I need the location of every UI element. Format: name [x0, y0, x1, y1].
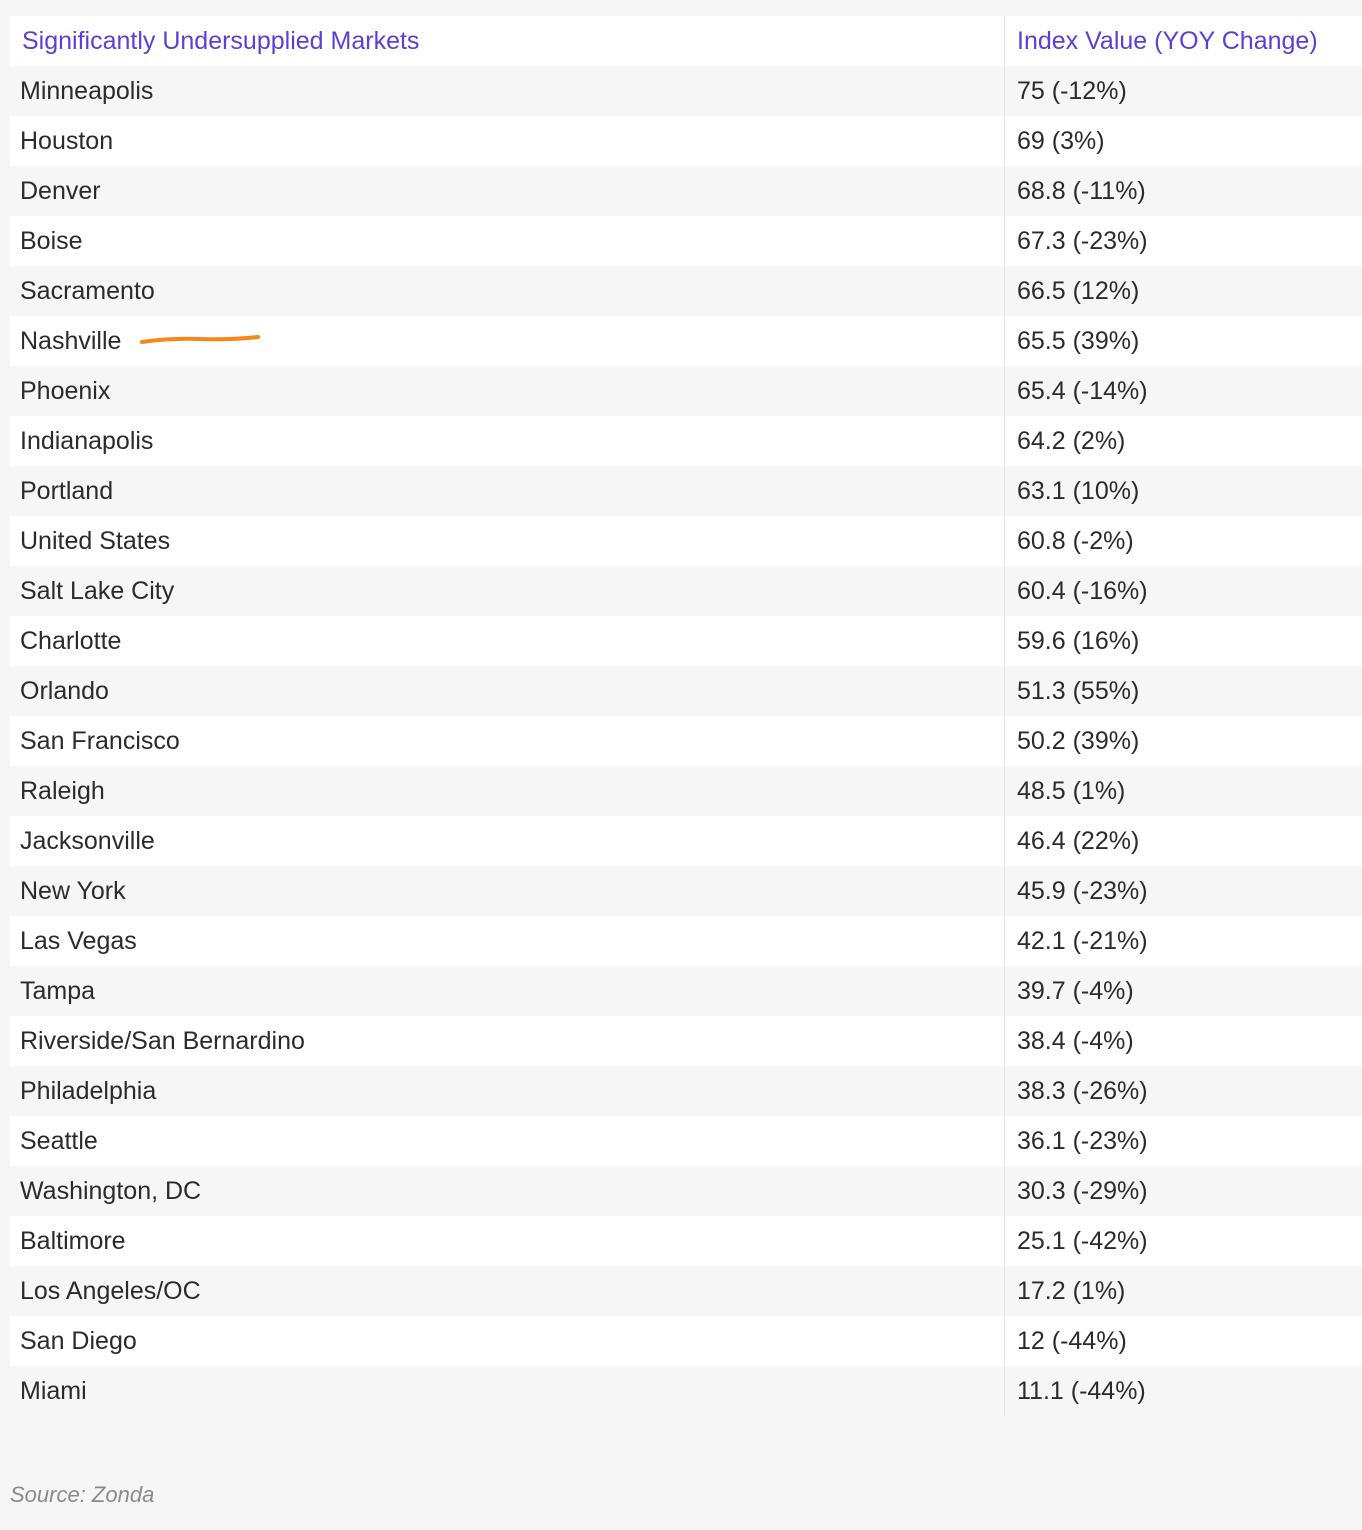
market-cell: Denver — [10, 166, 1005, 216]
index-value-cell: 69 (3%) — [1017, 126, 1105, 155]
index-value-cell: 36.1 (-23%) — [1017, 1126, 1148, 1155]
index-value-cell: 64.2 (2%) — [1017, 426, 1126, 455]
table-row — [10, 816, 1362, 866]
market-cell: Raleigh — [10, 766, 1005, 816]
market-cell: Portland — [10, 466, 1005, 516]
table-row — [10, 716, 1362, 766]
market-cell: United States — [10, 516, 1005, 566]
table-row — [10, 466, 1362, 516]
market-cell: Phoenix — [10, 366, 1005, 416]
table-row — [10, 366, 1362, 416]
index-value-cell: 42.1 (-21%) — [1017, 926, 1148, 955]
index-value-cell: 46.4 (22%) — [1017, 826, 1140, 855]
market-cell: San Francisco — [10, 716, 1005, 766]
index-value-cell: 12 (-44%) — [1017, 1326, 1127, 1355]
index-value-cell: 48.5 (1%) — [1017, 776, 1126, 805]
market-cell: Jacksonville — [10, 816, 1005, 866]
market-cell: Seattle — [10, 1116, 1005, 1166]
table-row — [10, 66, 1362, 116]
index-value-cell: 60.4 (-16%) — [1017, 576, 1148, 605]
market-cell: Sacramento — [10, 266, 1005, 316]
market-cell: Tampa — [10, 966, 1005, 1016]
table-row — [10, 1066, 1362, 1116]
market-cell: San Diego — [10, 1316, 1005, 1366]
market-cell: Miami — [10, 1366, 1005, 1416]
index-value-cell: 45.9 (-23%) — [1017, 876, 1148, 905]
header-market: Significantly Undersupplied Markets — [10, 16, 1005, 66]
market-cell: Salt Lake City — [10, 566, 1005, 616]
index-value-cell: 30.3 (-29%) — [1017, 1176, 1148, 1205]
table-row — [10, 1316, 1362, 1366]
index-value-cell: 67.3 (-23%) — [1017, 226, 1148, 255]
table-row — [10, 1216, 1362, 1266]
index-value-cell: 59.6 (16%) — [1017, 626, 1140, 655]
market-cell: Minneapolis — [10, 66, 1005, 116]
index-value-cell: 11.1 (-44%) — [1017, 1376, 1146, 1405]
market-cell: Baltimore — [10, 1216, 1005, 1266]
table-row — [10, 616, 1362, 666]
table-row — [10, 416, 1362, 466]
index-value-cell: 17.2 (1%) — [1017, 1276, 1126, 1305]
index-value-cell: 75 (-12%) — [1017, 76, 1127, 105]
market-cell: Houston — [10, 116, 1005, 166]
table-row — [10, 116, 1362, 166]
index-value-cell: 65.5 (39%) — [1017, 326, 1140, 355]
index-value-cell: 65.4 (-14%) — [1017, 376, 1148, 405]
table-row — [10, 266, 1362, 316]
table-row — [10, 966, 1362, 1016]
table-row — [10, 216, 1362, 266]
index-value-cell: 63.1 (10%) — [1017, 476, 1140, 505]
market-cell: Charlotte — [10, 616, 1005, 666]
table-row — [10, 316, 1362, 366]
market-cell: Orlando — [10, 666, 1005, 716]
market-cell: Los Angeles/OC — [10, 1266, 1005, 1316]
market-cell: Nashville — [10, 316, 1005, 366]
table-header-row — [10, 16, 1362, 66]
index-value-cell: 60.8 (-2%) — [1017, 526, 1134, 555]
index-value-cell: 38.3 (-26%) — [1017, 1076, 1148, 1105]
market-cell: Indianapolis — [10, 416, 1005, 466]
market-cell: Riverside/San Bernardino — [10, 1016, 1005, 1066]
market-cell: New York — [10, 866, 1005, 916]
index-value-cell: 51.3 (55%) — [1017, 676, 1140, 705]
table-row — [10, 1166, 1362, 1216]
index-value-cell: 38.4 (-4%) — [1017, 1026, 1134, 1055]
table-row — [10, 516, 1362, 566]
table-body — [10, 66, 1362, 1416]
table-row — [10, 766, 1362, 816]
table-row — [10, 1266, 1362, 1316]
table-row — [10, 1016, 1362, 1066]
index-value-cell: 68.8 (-11%) — [1017, 176, 1146, 205]
index-value-cell: 50.2 (39%) — [1017, 726, 1140, 755]
market-cell: Washington, DC — [10, 1166, 1005, 1216]
table-row — [10, 666, 1362, 716]
header-index-value: Index Value (YOY Change) — [1017, 26, 1318, 55]
table-row — [10, 166, 1362, 216]
market-cell: Las Vegas — [10, 916, 1005, 966]
table-row — [10, 566, 1362, 616]
index-value-cell: 66.5 (12%) — [1017, 276, 1140, 305]
source-note: Source: Zonda — [10, 1482, 155, 1507]
market-cell: Philadelphia — [10, 1066, 1005, 1116]
market-cell: Boise — [10, 216, 1005, 266]
table-row — [10, 1116, 1362, 1166]
table-row — [10, 866, 1362, 916]
table-row — [10, 916, 1362, 966]
index-value-cell: 39.7 (-4%) — [1017, 976, 1134, 1005]
market-table — [10, 16, 1362, 1416]
table-row — [10, 1366, 1362, 1416]
index-value-cell: 25.1 (-42%) — [1017, 1226, 1148, 1255]
